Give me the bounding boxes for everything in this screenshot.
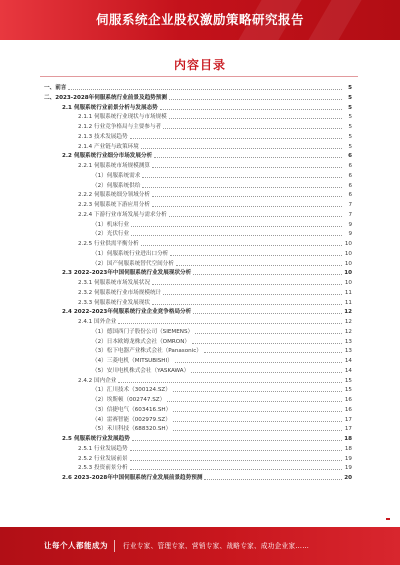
toc-entry-page: 7 <box>348 211 352 218</box>
toc-entry[interactable] <box>92 172 352 180</box>
toc-leader-dots <box>169 118 342 119</box>
toc-entry-title: （3）松下电器产业株式会社（Panasonic） <box>92 348 202 355</box>
toc-entry-title: （4）三菱电机（MITSUBISHI） <box>92 358 173 364</box>
toc-entry[interactable] <box>78 201 352 209</box>
toc-entry-page: 15 <box>344 377 352 384</box>
toc-leader-dots <box>175 362 342 363</box>
toc-entry[interactable] <box>62 308 352 316</box>
toc-entry-page: 20 <box>344 475 352 481</box>
toc-entry-page: 17 <box>344 416 352 423</box>
toc-entry-title: 2.2.5 行业供需平衡分析 <box>78 241 139 247</box>
toc-leader-dots <box>173 421 342 422</box>
toc-entry-title: 2.3.2 伺服系统行业市场规模统计 <box>78 289 162 296</box>
toc-entry-title: （2）光伏行业 <box>92 231 130 238</box>
toc-leader-dots <box>160 109 342 110</box>
toc-entry-page: 7 <box>348 202 352 208</box>
toc-entry-title: （1）伺服系统行业进出口分析 <box>92 250 169 257</box>
toc-leader-dots <box>130 450 342 451</box>
toc-entry[interactable] <box>78 133 352 141</box>
toc-entry-title: 2.1.2 行业竞争格局与主要参与者 <box>78 124 162 130</box>
toc-entry[interactable] <box>92 396 352 404</box>
toc-entry[interactable] <box>78 289 352 297</box>
toc-entry-page: 16 <box>344 406 352 413</box>
toc-entry-page: 11 <box>344 299 352 306</box>
toc-entry-page: 10 <box>344 241 352 247</box>
toc-leader-dots <box>204 352 342 353</box>
toc-leader-dots <box>131 226 342 227</box>
toc-entry-page: 14 <box>344 358 352 364</box>
toc-entry-page: 17 <box>344 426 352 433</box>
toc-leader-dots <box>142 187 342 188</box>
toc-entry-title: 2.5.2 行业发展前景 <box>78 455 128 462</box>
toc-leader-dots <box>130 460 342 461</box>
toc-entry[interactable] <box>62 269 352 277</box>
toc-entry-title: （2）日本欧姆龙株式会社（OMRON） <box>92 338 190 345</box>
toc-entry[interactable] <box>78 211 352 219</box>
toc-entry-page: 5 <box>348 94 352 101</box>
footer-banner <box>0 527 400 565</box>
toc-entry-title: 2.4.2 国内企业 <box>78 377 117 384</box>
toc-entry-page: 10 <box>344 280 352 286</box>
toc-entry-page: 6 <box>348 192 352 199</box>
toc-entry-page: 6 <box>348 153 352 160</box>
page-marker <box>386 518 390 520</box>
toc-entry-title: 2.6 2023-2028年中国伺服系统行业发展前景趋势预测 <box>62 475 203 481</box>
toc-entry-page: 5 <box>348 114 352 121</box>
toc-entry[interactable] <box>78 299 352 307</box>
toc-leader-dots <box>141 245 342 246</box>
toc-entry[interactable] <box>92 250 352 258</box>
toc-entry-page: 18 <box>344 445 352 452</box>
toc-leader-dots <box>173 430 342 431</box>
toc-entry[interactable] <box>92 328 352 336</box>
toc-entry-title: 2.4 2022-2023年伺服系统行业企业竞争格局分析 <box>62 309 192 316</box>
footer-tagline: 行业专家、管理专家、营销专家、战略专家、成功企业家…… <box>123 542 310 550</box>
toc-leader-dots <box>131 235 342 236</box>
toc-entry-page: 19 <box>344 455 352 462</box>
toc-entry-title: 2.2.3 伺服系统下游应用分析 <box>78 202 150 208</box>
toc-leader-dots <box>141 148 342 149</box>
toc-entry-title: （1）德国西门子股份公司（SIEMENS） <box>92 328 194 335</box>
toc-leader-dots <box>163 294 342 295</box>
toc-entry-title: 2.5.3 投资前景分析 <box>78 465 128 472</box>
toc-entry-page: 12 <box>344 309 352 316</box>
toc-entry[interactable] <box>78 143 352 151</box>
toc-leader-dots <box>152 284 342 285</box>
toc-entry-title: 2.3.3 伺服系统行业发展现状 <box>78 299 150 306</box>
toc-entry-page: 6 <box>348 172 352 179</box>
toc-leader-dots <box>193 274 342 275</box>
toc-leader-dots <box>152 206 342 207</box>
report-title: 伺服系统企业股权激励策略研究报告 <box>95 12 304 27</box>
toc-leader-dots <box>130 469 342 470</box>
toc-entry-title: （5）禾川科技（688320.SH） <box>92 426 172 433</box>
toc-entry[interactable] <box>62 152 352 160</box>
toc-entry[interactable] <box>78 279 352 287</box>
toc-entry-page: 6 <box>348 182 352 189</box>
toc-entry-title: （2）伺服系统供给 <box>92 182 141 189</box>
toc-entry[interactable] <box>78 162 352 170</box>
toc-divider <box>40 76 358 77</box>
toc-entry[interactable] <box>92 425 352 433</box>
toc-entry-title: （4）雷赛智能（002979.SZ） <box>92 416 171 423</box>
toc-entry[interactable] <box>78 318 352 326</box>
toc-entry-page: 14 <box>344 367 352 374</box>
toc-entry-page: 5 <box>348 124 352 130</box>
footer-slogan: 让每个人都能成为 <box>44 541 108 550</box>
toc-entry-title: 2.1 伺服系统行业前景分析与发展态势 <box>62 104 158 111</box>
toc-leader-dots <box>169 216 342 217</box>
toc-entry-page: 13 <box>344 338 352 345</box>
toc-entry-title: 2.1.4 产业链与政策环境 <box>78 143 139 150</box>
toc-entry[interactable] <box>92 182 352 190</box>
toc-leader-dots <box>170 255 342 256</box>
toc-entry-title: （2）埃斯顿（002747.SZ） <box>92 397 166 403</box>
toc-leader-dots <box>68 89 342 90</box>
toc-entry[interactable] <box>78 445 352 453</box>
toc-entry-page: 18 <box>344 436 352 442</box>
toc-entry-title: 2.2.1 伺服系统市场规模测算 <box>78 163 150 169</box>
toc-leader-dots <box>204 479 342 480</box>
toc-leader-dots <box>176 265 342 266</box>
toc-entry[interactable] <box>78 123 352 131</box>
toc-entry[interactable] <box>92 386 352 394</box>
toc-entry-page: 19 <box>344 465 352 472</box>
toc-entry-title: 2.1.3 技术发展趋势 <box>78 133 128 140</box>
toc-entry-title: 2.5 伺服系统行业发展趋势 <box>62 436 130 442</box>
toc-entry-page: 10 <box>344 270 352 277</box>
toc-entry[interactable] <box>62 435 352 443</box>
toc-entry-title: （1）汇川技术（300124.SZ） <box>92 387 171 394</box>
toc-entry-title: 2.4.1 国外企业 <box>78 319 117 325</box>
toc-entry-title: 一、前言 <box>44 85 67 91</box>
toc-entry-title: （1）伺服系统需求 <box>92 172 141 179</box>
toc-entry[interactable] <box>92 416 352 424</box>
toc-entry-title: 2.5.1 行业发展趋势 <box>78 445 128 452</box>
toc-entry-page: 5 <box>348 143 352 150</box>
toc-entry[interactable] <box>92 347 352 355</box>
toc-leader-dots <box>192 343 342 344</box>
toc-entry-title: （3）信捷电气（603416.SH） <box>92 406 172 413</box>
toc-leader-dots <box>152 167 342 168</box>
toc-entry[interactable] <box>78 377 352 385</box>
toc-leader-dots <box>118 382 342 383</box>
toc-entry-page: 5 <box>348 133 352 140</box>
toc-entry[interactable] <box>92 260 352 268</box>
toc-entry-page: 5 <box>348 104 352 111</box>
toc-entry[interactable] <box>92 221 352 229</box>
toc-entry[interactable] <box>62 104 352 112</box>
toc-entry-title: 2.1.1 伺服系统行业现状与市场规模 <box>78 114 167 121</box>
toc-entry-title: 2.3 2022-2023年中国伺服系统行业发展现状分析 <box>62 270 192 277</box>
toc-leader-dots <box>118 323 342 324</box>
toc-entry-page: 9 <box>348 231 352 238</box>
toc-leader-dots <box>167 401 342 402</box>
toc-entry[interactable] <box>78 191 352 199</box>
toc-entry[interactable] <box>92 357 352 365</box>
toc-leader-dots <box>130 138 342 139</box>
toc-leader-dots <box>173 391 342 392</box>
toc-entry[interactable] <box>92 406 352 414</box>
toc-entry-title: 二、2023-2028年伺服系统行业前景及趋势预测 <box>44 94 167 101</box>
toc-leader-dots <box>193 313 342 314</box>
toc-entry-title: （5）安川电机株式会社（YASKAWA） <box>92 367 190 374</box>
toc-entry[interactable] <box>62 474 352 482</box>
toc-entry-page: 6 <box>348 163 352 169</box>
toc-entry-title: 2.2 伺服系统行业细分市场发展分析 <box>62 153 153 160</box>
toc-leader-dots <box>195 333 342 334</box>
toc-entry-title: （1）机床行业 <box>92 221 130 228</box>
toc-entry-title: （2）国产伺服系统替代空间分析 <box>92 260 174 267</box>
toc-entry[interactable] <box>92 338 352 346</box>
toc-entry-page: 10 <box>344 250 352 257</box>
toc-leader-dots <box>173 411 342 412</box>
toc-leader-dots <box>191 372 342 373</box>
toc-leader-dots <box>152 304 342 305</box>
toc-entry-page: 12 <box>344 319 352 325</box>
toc-leader-dots <box>142 177 342 178</box>
toc-entry-title: 2.2.4 下游行业市场发展与需求分析 <box>78 211 167 218</box>
toc-leader-dots <box>154 157 342 158</box>
toc-entry-page: 10 <box>344 260 352 267</box>
toc-entry-page: 16 <box>344 397 352 403</box>
header-banner <box>0 0 400 40</box>
toc-leader-dots <box>169 99 342 100</box>
toc-entry[interactable] <box>78 113 352 121</box>
toc-entry-page: 15 <box>344 387 352 394</box>
toc-entry[interactable] <box>78 455 352 463</box>
footer-divider <box>114 540 115 552</box>
toc-entry[interactable] <box>44 84 352 92</box>
toc-entry[interactable] <box>44 94 352 102</box>
toc-entry-page: 11 <box>344 289 352 296</box>
toc-entry-page: 13 <box>344 348 352 355</box>
toc-entry[interactable] <box>92 230 352 238</box>
toc-entry[interactable] <box>78 240 352 248</box>
toc-entry-page: 9 <box>348 221 352 228</box>
toc-entry-page: 5 <box>348 85 352 91</box>
toc-entry-title: 2.2.2 伺服系统细分领域分析 <box>78 192 150 199</box>
toc-entry[interactable] <box>78 464 352 472</box>
toc-entry-title: 2.3.1 伺服系统市场发展状况 <box>78 280 150 286</box>
toc-entry[interactable] <box>92 367 352 375</box>
toc-entry-page: 12 <box>344 328 352 335</box>
toc-leader-dots <box>132 440 342 441</box>
toc-heading: 内容目录 <box>173 58 226 72</box>
toc-leader-dots <box>163 128 342 129</box>
toc-leader-dots <box>152 196 342 197</box>
